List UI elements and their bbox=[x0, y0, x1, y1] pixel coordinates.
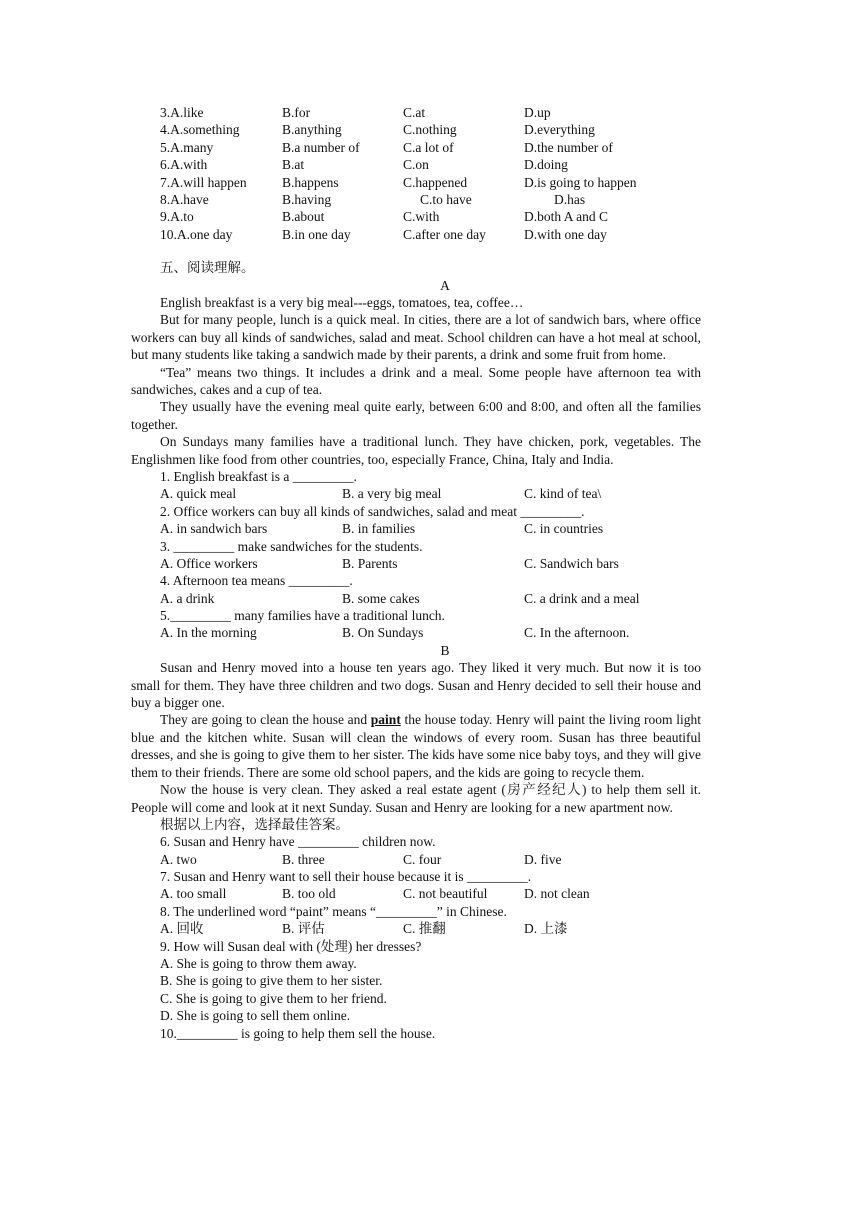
option-a: A. two bbox=[160, 851, 197, 867]
question: 7. Susan and Henry want to sell their house because it is _________. bbox=[160, 869, 532, 885]
passage-a-questions bbox=[160, 468, 730, 642]
cloze-row bbox=[160, 156, 730, 173]
paragraph bbox=[131, 711, 701, 781]
option-b: B. She is going to give them to her sister. bbox=[160, 973, 383, 989]
option-b: B.in one day bbox=[282, 226, 351, 242]
cloze-row bbox=[160, 208, 730, 225]
cloze-row bbox=[160, 121, 730, 138]
option-a: A. a drink bbox=[160, 590, 215, 606]
paragraph-text: the house today. Henry will paint the living room light blue and the kitchen white. Susan will clean the windows of every room. Susan has three beautiful dresses, and she is going to give them to her sister. The kids have some nice baby toys, and they will give them to their friends. There are some old school papers, and the kids are going to recycle them. bbox=[131, 712, 701, 780]
question-options bbox=[160, 885, 730, 902]
question: 2. Office workers can buy all kinds of sandwiches, salad and meat _________. bbox=[160, 503, 585, 519]
option-d: D.with one day bbox=[524, 226, 607, 242]
option-d: D.doing bbox=[524, 157, 568, 173]
question: 4. Afternoon tea means _________. bbox=[160, 573, 353, 589]
option-d: D. 上漆 bbox=[524, 921, 568, 937]
option-b: B. Parents bbox=[342, 555, 398, 571]
paragraph: English breakfast is a very big meal---eggs, tomatoes, tea, coffee… bbox=[160, 294, 524, 310]
cloze-row bbox=[160, 139, 730, 156]
option-a: A. quick meal bbox=[160, 486, 237, 502]
option-b: B.anything bbox=[282, 122, 342, 138]
option-b: B. some cakes bbox=[342, 590, 420, 606]
option-d: D.the number of bbox=[524, 139, 613, 155]
passage-a-label: A bbox=[440, 277, 450, 293]
option-d: D. not clean bbox=[524, 886, 590, 902]
question: 3. _________ make sandwiches for the students. bbox=[160, 538, 423, 554]
paragraph: Now the house is very clean. They asked a real estate agent (房产经纪人) to help them sell it. People will come and look at it next Sunday. Susan and Henry are looking for a new apartment now. bbox=[131, 782, 701, 815]
option-b: B.about bbox=[282, 209, 325, 225]
paragraph: Susan and Henry moved into a house ten years ago. They liked it very much. But now it is too small for them. They have three children and two dogs. Susan and Henry decided to sell their house and buy a bigger one. bbox=[131, 660, 701, 711]
cloze-row bbox=[160, 174, 730, 191]
cloze-row bbox=[160, 191, 730, 208]
option-d: D.up bbox=[524, 105, 551, 120]
option-b: B.happens bbox=[282, 174, 339, 190]
question: 5._________ many families have a traditional lunch. bbox=[160, 608, 445, 624]
option-a: A. too small bbox=[160, 886, 227, 902]
option-a: 10.A.one day bbox=[160, 226, 233, 242]
question-options bbox=[160, 851, 730, 868]
option-b: B. On Sundays bbox=[342, 625, 424, 641]
option-d: D.is going to happen bbox=[524, 174, 637, 190]
option-a: 5.A.many bbox=[160, 139, 214, 155]
option-a: A. 回收 bbox=[160, 921, 204, 937]
option-c: C. a drink and a meal bbox=[524, 590, 640, 606]
option-a: 8.A.have bbox=[160, 191, 209, 207]
question-options bbox=[160, 624, 730, 641]
option-c: C. In the afternoon. bbox=[524, 625, 630, 641]
option-b: B. too old bbox=[282, 886, 336, 902]
option-d: D.everything bbox=[524, 122, 595, 138]
passage-b bbox=[131, 659, 730, 816]
option-d: D.has bbox=[554, 191, 586, 207]
question: 6. Susan and Henry have _________ children now. bbox=[160, 834, 436, 850]
paragraph: But for many people, lunch is a quick meal. In cities, there are a lot of sandwich bars, where office workers can buy all kinds of sandwiches, salad and meat. School children can have a hot meal at school, but many students like taking a sandwich made by their parents, a drink and some fruit from home. bbox=[131, 312, 701, 363]
question: 1. English breakfast is a _________. bbox=[160, 468, 357, 484]
option-c: C.at bbox=[403, 105, 426, 120]
underlined-word: paint bbox=[370, 712, 401, 728]
option-b: B.a number of bbox=[282, 139, 360, 155]
option-a: 9.A.to bbox=[160, 209, 194, 225]
option-c: C.happened bbox=[403, 174, 468, 190]
question: 10._________ is going to help them sell the house. bbox=[160, 1025, 436, 1041]
option-c: C. kind of tea\ bbox=[524, 486, 602, 502]
option-b: B. three bbox=[282, 851, 325, 867]
question-options bbox=[160, 520, 730, 537]
option-b: B.at bbox=[282, 157, 305, 173]
paragraph: On Sundays many families have a traditional lunch. They have chicken, pork, vegetables. The Englishmen like food from other countries, too, especially France, China, Italy and India. bbox=[131, 434, 701, 467]
option-b: B.for bbox=[282, 105, 311, 120]
option-c: C. four bbox=[403, 851, 442, 867]
cloze-row bbox=[160, 226, 730, 243]
option-b: B.having bbox=[282, 191, 332, 207]
cloze-options-table bbox=[160, 104, 730, 243]
paragraph-text: They are going to clean the house and bbox=[160, 712, 371, 728]
option-a: A. Office workers bbox=[160, 555, 258, 571]
option-c: C.nothing bbox=[403, 122, 457, 138]
option-a: A. in sandwich bars bbox=[160, 521, 268, 537]
option-c: C.after one day bbox=[403, 226, 486, 242]
worksheet-page bbox=[131, 104, 730, 1042]
option-a: 3.A.like bbox=[160, 105, 204, 120]
option-a: 4.A.something bbox=[160, 122, 240, 138]
option-c: C. not beautiful bbox=[403, 886, 488, 902]
option-c: C. Sandwich bars bbox=[524, 555, 619, 571]
option-c: C. 推翻 bbox=[403, 921, 446, 937]
option-a: 7.A.will happen bbox=[160, 174, 247, 190]
option-b: B. a very big meal bbox=[342, 486, 442, 502]
paragraph: “Tea” means two things. It includes a drink and a meal. Some people have afternoon tea with sandwiches, cakes and a cup of tea. bbox=[131, 364, 701, 397]
option-d: D. She is going to sell them online. bbox=[160, 1008, 351, 1024]
passage-b-label: B bbox=[440, 642, 450, 658]
question-options bbox=[160, 920, 730, 937]
passage-a bbox=[131, 294, 730, 468]
cloze-row bbox=[160, 104, 730, 121]
question: 8. The underlined word “paint” means “_________” in Chinese. bbox=[160, 903, 507, 919]
question: 9. How will Susan deal with (处理) her dresses? bbox=[160, 938, 422, 954]
instruction: 根据以上内容，选择最佳答案。 bbox=[160, 816, 349, 832]
section-title: 五、阅读理解。 bbox=[160, 260, 255, 276]
option-a: A. In the morning bbox=[160, 625, 257, 641]
option-b: B. in families bbox=[342, 521, 416, 537]
option-c: C. in countries bbox=[524, 521, 604, 537]
passage-b-questions bbox=[160, 816, 730, 1042]
option-c: C. She is going to give them to her friend. bbox=[160, 990, 387, 1006]
option-c: C.on bbox=[403, 157, 429, 173]
question-options bbox=[160, 590, 730, 607]
question-options bbox=[160, 555, 730, 572]
question-options bbox=[160, 485, 730, 502]
option-a: 6.A.with bbox=[160, 157, 208, 173]
option-d: D. five bbox=[524, 851, 562, 867]
option-a: A. She is going to throw them away. bbox=[160, 956, 357, 972]
option-b: B. 评估 bbox=[282, 921, 325, 937]
option-c: C.a lot of bbox=[403, 139, 454, 155]
option-c: C.with bbox=[403, 209, 440, 225]
paragraph: They usually have the evening meal quite early, between 6:00 and 8:00, and often all the families together. bbox=[131, 399, 701, 432]
option-c: C.to have bbox=[420, 191, 472, 207]
option-d: D.both A and C bbox=[524, 209, 609, 225]
